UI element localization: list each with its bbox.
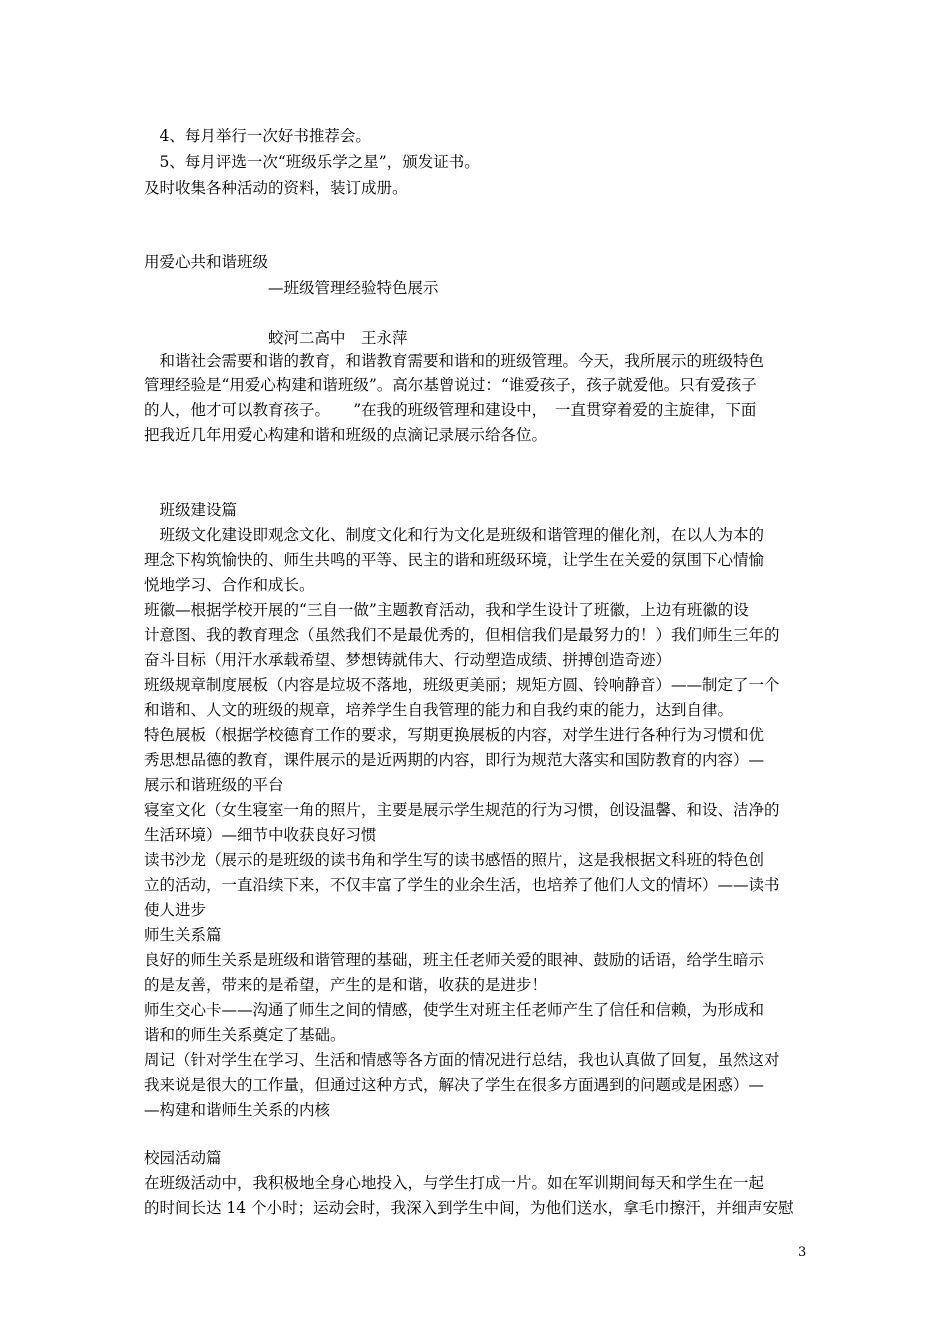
article-title: 用爱心共和谐班级 bbox=[144, 253, 269, 271]
page-number: 3 bbox=[798, 1245, 807, 1260]
text-line: 和谐社会需要和谐的教育，和谐教育需要和谐和的班级管理。今天，我所展示的班级特色 bbox=[144, 352, 765, 370]
text-line: 读书沙龙（展示的是班级的读书角和学生写的读书感悟的照片，这是我根据文科班的特色创 bbox=[144, 851, 765, 869]
section-heading: 师生关系篇 bbox=[144, 926, 222, 944]
author-line: 蛟河二高中 王永萍 bbox=[144, 329, 408, 347]
section-heading: 校园活动篇 bbox=[144, 1149, 222, 1167]
text-line: 特色展板（根据学校德育工作的要求，写期更换展板的内容，对学生进行各种行为习惯和优 bbox=[144, 726, 765, 744]
text-line: 及时收集各种活动的资料，装订成册。 bbox=[144, 179, 408, 197]
text-line: 奋斗目标（用汗水承载希望、梦想铸就伟大、行动塑造成绩、拼搏创造奇迹） bbox=[144, 651, 672, 669]
text-line: 在班级活动中，我积极地全身心地投入，与学生打成一片。如在军训期间每天和学生在一起 bbox=[144, 1174, 765, 1192]
text-line: 班徽—根据学校开展的“三自一做”主题教育活动，我和学生设计了班徽，上边有班徽的设 bbox=[144, 601, 749, 619]
text-line: 寝室文化（女生寝室一角的照片，主要是展示学生规范的行为习惯，创设温馨、和设、洁净的 bbox=[144, 801, 780, 819]
text-line: 师生交心卡——沟通了师生之间的情感，使学生对班主任老师产生了信任和信赖，为形成和 bbox=[144, 1001, 765, 1019]
text-line: 生活环境）—细节中收获良好习惯 bbox=[144, 826, 377, 844]
text-line: 的时间长达 14 个小时；运动会时，我深入到学生中间，为他们送水，拿毛巾擦汗，并细声安慰 bbox=[144, 1199, 794, 1217]
text-line: 我来说是很大的工作量，但通过这种方式，解决了学生在很多方面遇到的问题或是困惑）— bbox=[144, 1076, 765, 1094]
text-line: 班级规章制度展板（内容是垃圾不落地，班级更美丽；规矩方圆、铃响静音）——制定了一个 bbox=[144, 676, 780, 694]
text-line: 班级文化建设即观念文化、制度文化和行为文化是班级和谐管理的催化剂，在以人为本的 bbox=[144, 526, 765, 544]
text-line: 理念下构筑愉快的、师生共鸣的平等、民主的谐和班级环境，让学生在关爱的氛围下心情愉 bbox=[144, 551, 765, 569]
text-line: 秀思想品德的教育，课件展示的是近两期的内容，即行为规范大落实和国防教育的内容）— bbox=[144, 751, 765, 769]
text-line: 4、每月举行一次好书推荐会。 bbox=[144, 127, 371, 145]
text-line: 和谐和、人文的班级的规章，培养学生自我管理的能力和自我约束的能力，达到自律。 bbox=[144, 701, 734, 719]
text-line: 周记（针对学生在学习、生活和情感等各方面的情况进行总结，我也认真做了回复，虽然这对 bbox=[144, 1051, 780, 1069]
article-subtitle: —班级管理经验特色展示 bbox=[144, 279, 439, 297]
text-line: 谐和的师生关系奠定了基础。 bbox=[144, 1026, 346, 1044]
text-line: 良好的师生关系是班级和谐管理的基础，班主任老师关爱的眼神、鼓励的话语，给学生暗示 bbox=[144, 951, 765, 969]
text-line: 管理经验是“用爱心构建和谐班级”。高尔基曾说过：“谁爱孩子，孩子就爱他。只有爱孩子 bbox=[144, 376, 757, 394]
text-line: 使人进步 bbox=[144, 901, 207, 919]
text-line: 的是友善，带来的是希望，产生的是和谐，收获的是进步！ bbox=[144, 976, 548, 994]
text-line: 把我近几年用爱心构建和谐和班级的点滴记录展示给各位。 bbox=[144, 426, 548, 444]
text-line: —构建和谐师生关系的内核 bbox=[144, 1101, 331, 1119]
text-line: 悦地学习、合作和成长。 bbox=[144, 576, 315, 594]
text-line: 5、每月评选一次“班级乐学之星”，颁发证书。 bbox=[144, 153, 480, 171]
text-line: 计意图、我的教育理念（虽然我们不是最优秀的，但相信我们是最努力的！）我们师生三年的 bbox=[144, 626, 780, 644]
text-line: 的人，他才可以教育孩子。 ”在我的班级管理和建设中， 一直贯穿着爱的主旋律，下面 bbox=[144, 401, 757, 419]
section-heading: 班级建设篇 bbox=[144, 501, 238, 519]
text-line: 展示和谐班级的平台 bbox=[144, 776, 284, 794]
text-line: 立的活动，一直沿续下来，不仅丰富了学生的业余生活，也培养了他们人文的情坏）——读书 bbox=[144, 876, 780, 894]
